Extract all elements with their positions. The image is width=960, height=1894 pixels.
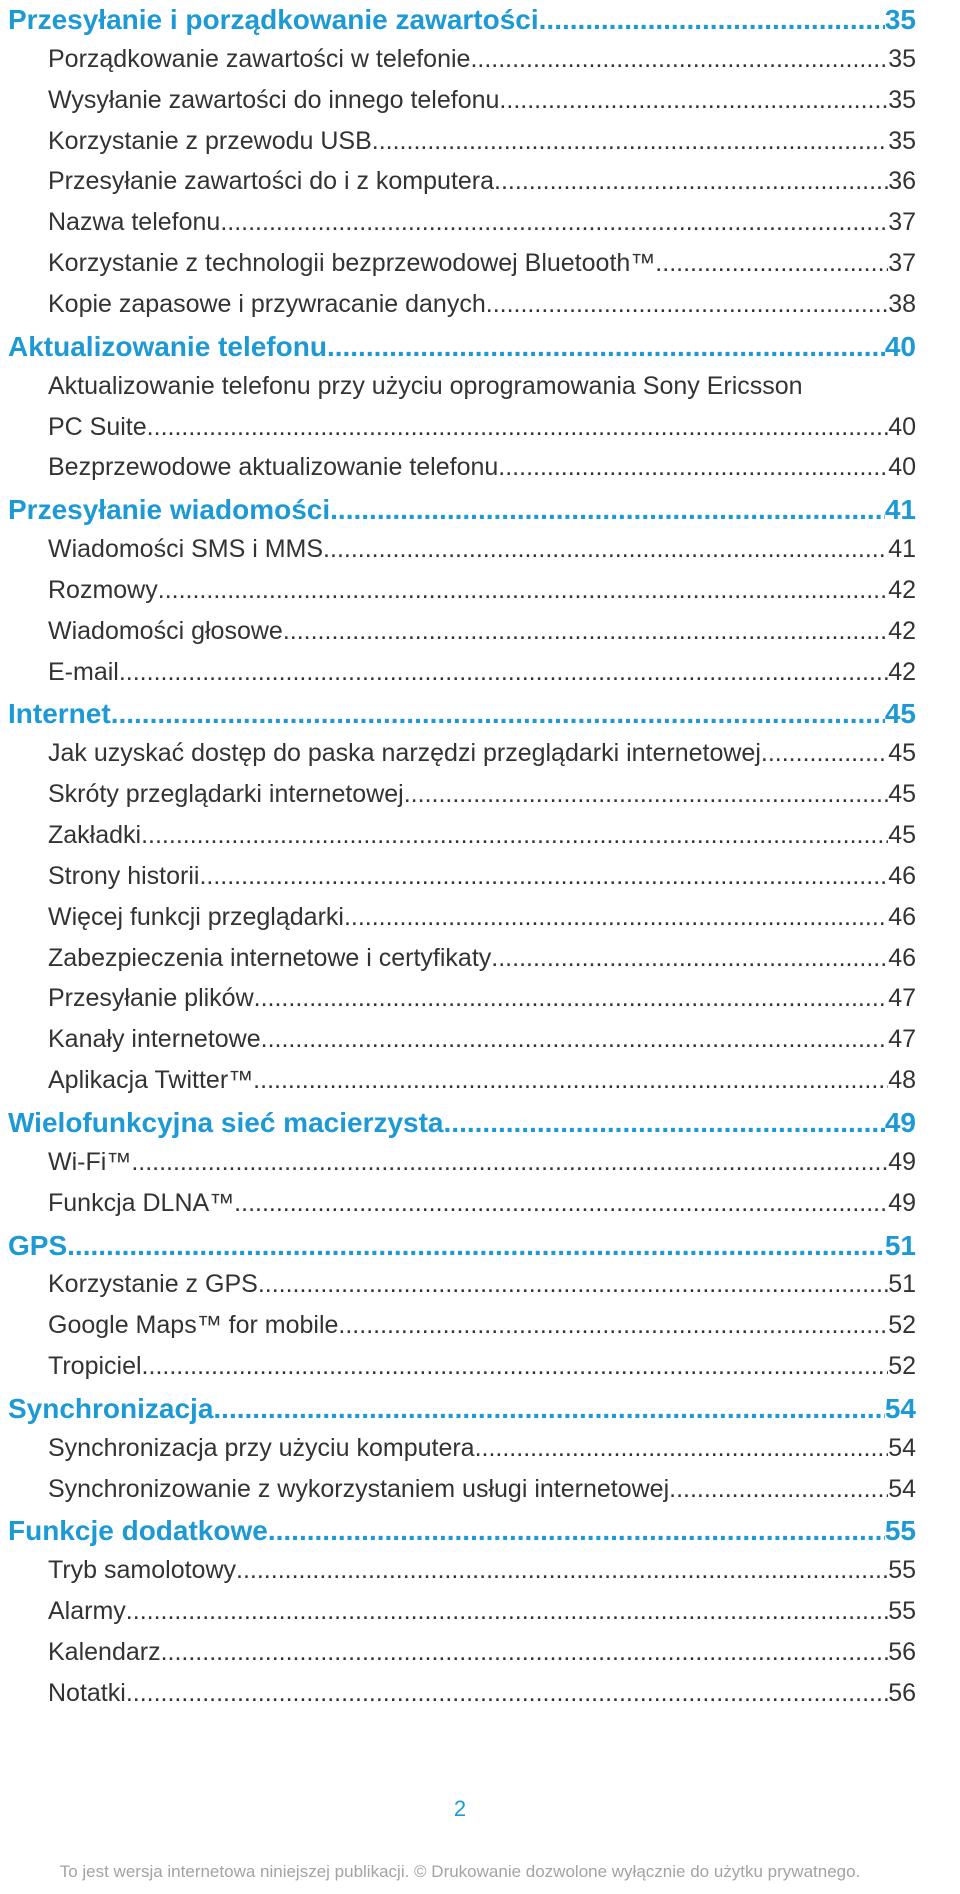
toc-entry-title: Kopie zapasowe i przywracanie danych bbox=[48, 290, 486, 318]
toc-entry[interactable] bbox=[48, 413, 916, 442]
toc-entry-title: Skróty przeglądarki internetowej bbox=[48, 780, 404, 808]
toc-section-title: Funkcje dodatkowe bbox=[8, 1515, 268, 1546]
toc-page-number: 45 bbox=[884, 698, 916, 729]
dot-leader bbox=[761, 739, 888, 768]
toc-section[interactable] bbox=[8, 1230, 916, 1262]
dot-leader bbox=[444, 1107, 885, 1139]
toc-entry-title: Aktualizowanie telefonu przy użyciu oprogramowania Sony Ericsson bbox=[48, 372, 803, 400]
toc-page-number: 46 bbox=[888, 862, 916, 890]
toc-page-number: 47 bbox=[888, 1025, 916, 1053]
toc-page-number: 42 bbox=[888, 576, 916, 604]
toc-entry-title: Aplikacja Twitter™ bbox=[48, 1066, 254, 1094]
toc-entry[interactable] bbox=[48, 739, 916, 768]
toc-page-number: 45 bbox=[888, 780, 916, 808]
toc-page-number: 38 bbox=[888, 290, 916, 318]
toc-section-title: Aktualizowanie telefonu bbox=[8, 331, 327, 362]
toc-entry[interactable] bbox=[48, 208, 916, 237]
toc-page-number: 42 bbox=[888, 617, 916, 645]
toc-entry-title: Wysyłanie zawartości do innego telefonu bbox=[48, 86, 500, 114]
dot-leader bbox=[655, 249, 888, 278]
toc-entry[interactable] bbox=[48, 944, 916, 973]
toc-page-number: 51 bbox=[884, 1230, 916, 1261]
toc-page-number: 40 bbox=[888, 453, 916, 481]
toc-entry-title: Zabezpieczenia internetowe i certyfikaty bbox=[48, 944, 492, 972]
toc-entry[interactable] bbox=[48, 535, 916, 564]
toc-entry-title: Jak uzyskać dostęp do paska narzędzi przeglądarki internetowej bbox=[48, 739, 761, 767]
toc-entry[interactable] bbox=[48, 1679, 916, 1708]
toc-entry[interactable] bbox=[48, 1434, 916, 1463]
toc-page-number: 46 bbox=[888, 903, 916, 931]
toc-entry[interactable] bbox=[48, 1066, 916, 1095]
dot-leader bbox=[330, 494, 885, 526]
toc-entry-title: Bezprzewodowe aktualizowanie telefonu bbox=[48, 453, 499, 481]
toc-entry-title: Przesyłanie zawartości do i z komputera bbox=[48, 167, 495, 195]
dot-leader bbox=[161, 1638, 889, 1667]
dot-leader bbox=[119, 658, 888, 687]
toc-entry[interactable] bbox=[48, 1025, 916, 1054]
toc-page-number: 55 bbox=[884, 1515, 916, 1546]
toc-page-number: 49 bbox=[884, 1107, 916, 1138]
toc-page-number: 41 bbox=[888, 535, 916, 563]
dot-leader bbox=[158, 576, 888, 605]
toc-page-number: 56 bbox=[888, 1638, 916, 1666]
toc-page-number: 41 bbox=[884, 494, 916, 525]
dot-leader bbox=[539, 4, 885, 36]
toc-entry-title: Synchronizacja przy użyciu komputera bbox=[48, 1434, 475, 1462]
dot-leader bbox=[323, 535, 888, 564]
toc-section-title: Przesyłanie i porządkowanie zawartości bbox=[8, 4, 539, 35]
dot-leader bbox=[142, 1352, 889, 1381]
toc-page-number: 54 bbox=[888, 1434, 916, 1462]
toc-section[interactable] bbox=[8, 698, 916, 730]
page-number: 2 bbox=[453, 1796, 467, 1821]
dot-leader bbox=[147, 413, 889, 442]
toc-page-number: 54 bbox=[884, 1393, 916, 1424]
toc-entry-title: Rozmowy bbox=[48, 576, 158, 604]
dot-leader bbox=[199, 862, 888, 891]
toc-entry-title: Synchronizowanie z wykorzystaniem usługi internetowej bbox=[48, 1475, 670, 1503]
toc-entry-title: Wi-Fi™ bbox=[48, 1148, 132, 1176]
toc-entry-title: Funkcja DLNA™ bbox=[48, 1189, 235, 1217]
toc-entry[interactable] bbox=[48, 1597, 916, 1626]
toc-entry-title: Google Maps™ for mobile bbox=[48, 1311, 339, 1339]
toc-entry-title: Zakładki bbox=[48, 821, 142, 849]
toc-page-number: 42 bbox=[888, 658, 916, 686]
dot-leader bbox=[111, 698, 885, 730]
toc-entry-title: Strony historii bbox=[48, 862, 200, 890]
toc-page-number: 37 bbox=[888, 249, 916, 277]
toc-entry-title: Tropiciel bbox=[48, 1352, 142, 1380]
toc-section[interactable] bbox=[8, 1515, 916, 1547]
toc-entry[interactable] bbox=[48, 1475, 916, 1504]
toc-entry-title: Kalendarz bbox=[48, 1638, 161, 1666]
toc-entry[interactable] bbox=[48, 984, 916, 1013]
toc-entry-title: Porządkowanie zawartości w telefonie bbox=[48, 45, 471, 73]
toc-section-title: Przesyłanie wiadomości bbox=[8, 494, 331, 525]
toc-entry-title: PC Suite bbox=[48, 413, 147, 441]
toc-entry-title: Alarmy bbox=[48, 1597, 126, 1625]
toc-entry-title: Wiadomości SMS i MMS bbox=[48, 535, 324, 563]
dot-leader bbox=[404, 780, 888, 809]
toc-page-number: 37 bbox=[888, 208, 916, 236]
toc-entry-title: Tryb samolotowy bbox=[48, 1556, 237, 1584]
toc-entry[interactable] bbox=[48, 86, 916, 115]
toc-entry[interactable] bbox=[48, 1352, 916, 1381]
toc-entry[interactable] bbox=[48, 1148, 916, 1177]
dot-leader bbox=[338, 1311, 888, 1340]
toc-entry[interactable] bbox=[48, 1189, 916, 1218]
toc-entry[interactable] bbox=[48, 576, 916, 605]
dot-leader bbox=[344, 903, 888, 932]
toc-page-number: 35 bbox=[888, 45, 916, 73]
toc-entry[interactable] bbox=[48, 658, 916, 687]
toc-page-number: 46 bbox=[888, 944, 916, 972]
dot-leader bbox=[213, 1393, 884, 1425]
toc-entry[interactable] bbox=[48, 1556, 916, 1585]
toc-page-number: 52 bbox=[888, 1352, 916, 1380]
toc-page-number: 40 bbox=[884, 331, 916, 362]
toc-page-number: 49 bbox=[888, 1148, 916, 1176]
toc-page-number: 35 bbox=[888, 86, 916, 114]
toc-page-number: 55 bbox=[888, 1556, 916, 1584]
dot-leader bbox=[494, 167, 888, 196]
toc-entry-title: Korzystanie z przewodu USB bbox=[48, 127, 372, 155]
toc-entry-title: Wiadomości głosowe bbox=[48, 617, 283, 645]
toc-entry-title: E-mail bbox=[48, 658, 119, 686]
toc-entry[interactable] bbox=[48, 249, 916, 278]
toc-section-title: Wielofunkcyjna sieć macierzysta bbox=[8, 1107, 444, 1138]
dot-leader bbox=[491, 944, 888, 973]
dot-leader bbox=[268, 1515, 885, 1547]
dot-leader bbox=[470, 45, 888, 74]
toc-entry[interactable] bbox=[48, 1270, 916, 1299]
dot-leader bbox=[220, 208, 888, 237]
dot-leader bbox=[498, 453, 888, 482]
toc-entry-title: Przesyłanie plików bbox=[48, 984, 254, 1012]
toc-entry[interactable] bbox=[48, 780, 916, 809]
dot-leader bbox=[254, 984, 889, 1013]
toc-entry[interactable] bbox=[48, 862, 916, 891]
dot-leader bbox=[486, 290, 888, 319]
toc-page-number: 36 bbox=[888, 167, 916, 195]
dot-leader bbox=[372, 127, 888, 156]
toc-entry-title: Kanały internetowe bbox=[48, 1025, 261, 1053]
toc-page-number: 40 bbox=[888, 413, 916, 441]
dot-leader bbox=[67, 1230, 885, 1262]
toc-entry[interactable] bbox=[48, 617, 916, 646]
toc-entry[interactable] bbox=[48, 453, 916, 482]
toc-entry[interactable] bbox=[48, 903, 916, 932]
toc-page-number: 54 bbox=[888, 1475, 916, 1503]
toc-entry-title: Notatki bbox=[48, 1679, 126, 1707]
dot-leader bbox=[234, 1189, 888, 1218]
toc-page-number: 35 bbox=[888, 127, 916, 155]
toc-entry[interactable] bbox=[48, 821, 916, 850]
toc-section-title: GPS bbox=[8, 1230, 68, 1261]
toc-section[interactable] bbox=[8, 1393, 916, 1425]
toc-page-number: 51 bbox=[888, 1270, 916, 1298]
toc-section[interactable] bbox=[8, 331, 916, 363]
toc-section[interactable] bbox=[8, 4, 916, 36]
dot-leader bbox=[261, 1025, 889, 1054]
toc-entry[interactable] bbox=[48, 1311, 916, 1340]
dot-leader bbox=[327, 331, 885, 363]
dot-leader bbox=[253, 1066, 888, 1095]
toc-entry-title: Korzystanie z GPS bbox=[48, 1270, 258, 1298]
toc-entry-title: Korzystanie z technologii bezprzewodowej Bluetooth™ bbox=[48, 249, 656, 277]
dot-leader bbox=[126, 1679, 888, 1708]
toc-section[interactable] bbox=[8, 1107, 916, 1139]
toc-entry[interactable] bbox=[48, 127, 916, 156]
dot-leader bbox=[141, 821, 888, 850]
toc-page-number: 35 bbox=[884, 4, 916, 35]
toc-page-number: 49 bbox=[888, 1189, 916, 1217]
toc-entry-title: Nazwa telefonu bbox=[48, 208, 221, 236]
dot-leader bbox=[475, 1434, 889, 1463]
dot-leader bbox=[283, 617, 888, 646]
toc-entry[interactable] bbox=[48, 290, 916, 319]
toc-page-number: 56 bbox=[888, 1679, 916, 1707]
toc-entry[interactable] bbox=[48, 1638, 916, 1667]
footer-note: To jest wersja internetowa niniejszej publikacji. © Drukowanie dozwolone wyłącznie do użytku prywatnego. bbox=[59, 1862, 861, 1881]
toc-entry[interactable] bbox=[48, 45, 916, 74]
toc-page-number: 47 bbox=[888, 984, 916, 1012]
toc-section-title: Internet bbox=[8, 698, 111, 729]
dot-leader bbox=[126, 1597, 888, 1626]
toc-page-number: 45 bbox=[888, 821, 916, 849]
dot-leader bbox=[131, 1148, 888, 1177]
dot-leader bbox=[499, 86, 888, 115]
dot-leader bbox=[236, 1556, 888, 1585]
toc-page-number: 52 bbox=[888, 1311, 916, 1339]
toc-page-number: 55 bbox=[888, 1597, 916, 1625]
toc-page-number: 45 bbox=[888, 739, 916, 767]
toc-page-number: 48 bbox=[888, 1066, 916, 1094]
toc-entry-title: Więcej funkcji przeglądarki bbox=[48, 903, 344, 931]
dot-leader bbox=[258, 1270, 888, 1299]
toc-section-title: Synchronizacja bbox=[8, 1393, 214, 1424]
toc-section[interactable] bbox=[8, 494, 916, 526]
dot-leader bbox=[669, 1475, 888, 1504]
toc-entry[interactable] bbox=[48, 167, 916, 196]
